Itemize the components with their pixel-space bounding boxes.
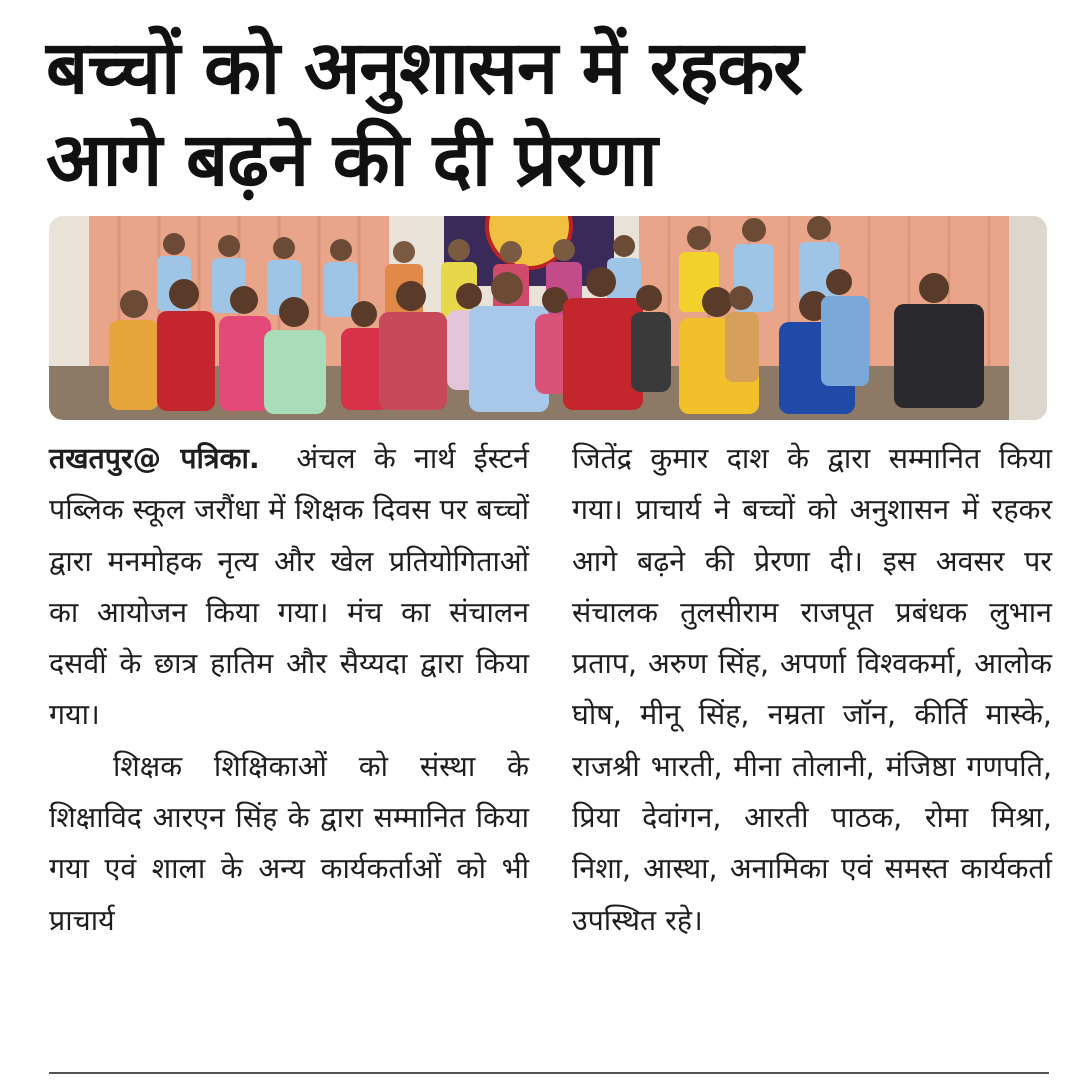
headline-line-2: आगे बढ़ने की दी प्रेरणा: [46, 117, 657, 203]
headline: [46, 22, 1046, 206]
headline-line-1: बच्चों को अनुशासन में रहकर: [46, 25, 803, 111]
divider: [49, 1072, 1049, 1074]
article-paragraph-1-text: अंचल के नार्थ ईस्टर्न पब्लिक स्कूल जरौंधा में शिक्षक दिवस पर बच्चों द्वारा मनमोहक नृत्य और खेल प्रतियोगिताओं का आयोजन किया गया। मंच का संचालन दसवीं के छात्र हातिम और सैय्यदा द्वारा किया गया।: [49, 442, 529, 732]
article-paragraph-1: [49, 433, 529, 741]
article-paragraph-3: जितेंद्र कुमार दाश के द्वारा सम्मानित किया गया। प्राचार्य ने बच्चों को अनुशासन में रहकर आगे बढ़ने की प्रेरणा दी। इस अवसर पर संचालक तुलसीराम राजपूत प्रबंधक लुभान प्रताप, अरुण सिंह, अपर्णा विश्वकर्मा, आलोक घोष, मीनू सिंह, नम्रता जॉन, कीर्ति मास्के, राजश्री भारती, मीना तोलानी, मंजिष्ठा गणपति, प्रिया देवांगन, आरती पाठक, रोमा मिश्रा, निशा, आस्था, अनामिका एवं समस्त कार्यकर्ता उपस्थित रहे।: [572, 442, 1052, 937]
group-photo: [49, 216, 1047, 420]
article-column-left: [49, 433, 529, 946]
article-paragraph-2: शिक्षक शिक्षिकाओं को संस्था के शिक्षाविद आरएन सिंह के द्वारा सम्मानित किया गया एवं शाला के अन्य कार्यकर्ताओं को भी प्राचार्य: [49, 749, 529, 937]
group-photo-icon: [49, 216, 1047, 420]
dateline: तखतपुर@ पत्रिका.: [49, 442, 260, 475]
article-column-right: [572, 433, 1052, 946]
